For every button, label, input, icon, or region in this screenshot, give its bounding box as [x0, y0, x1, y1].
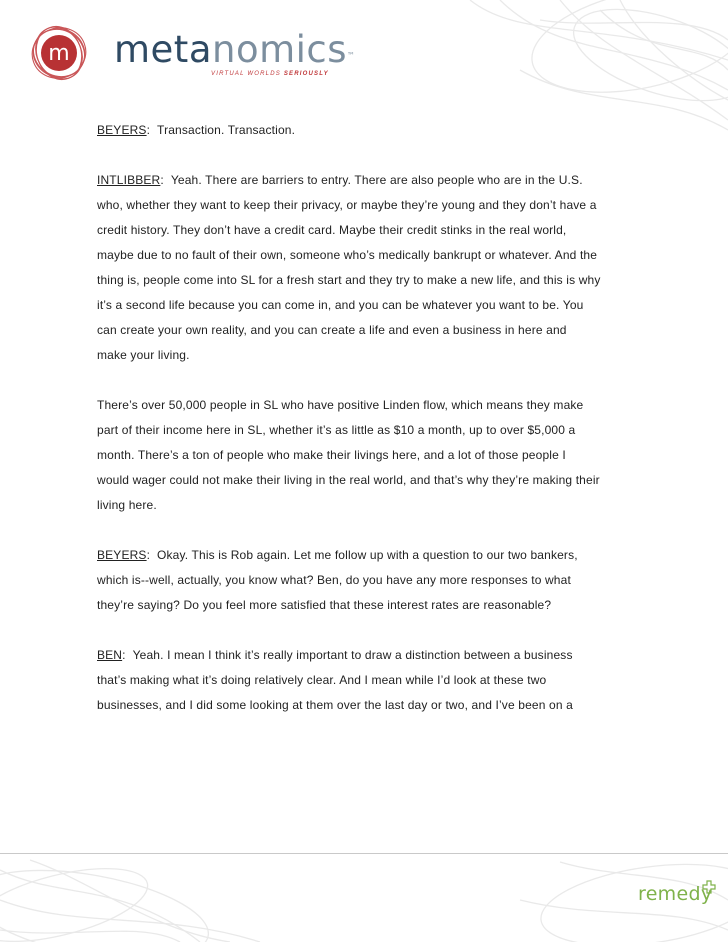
line-text: make your living. [97, 348, 190, 362]
line-text: it’s a second life because you can come in, and you can be whatever you want to be. You [97, 298, 584, 312]
tagline-bold: SERIOUSLY [283, 71, 329, 77]
tagline-light: VIRTUAL WORLDS [211, 71, 281, 77]
line-text: Transaction. Transaction. [157, 123, 296, 137]
line-text: There’s over 50,000 people in SL who have positive Linden flow, which means they make [97, 398, 584, 412]
transcript-line [97, 218, 657, 243]
remedy-plus-icon [702, 880, 716, 894]
trademark-symbol: ™ [347, 51, 356, 60]
line-text: they’re saying? Do you feel more satisfied that these interest rates are reasonable? [97, 598, 552, 612]
brand-secondary: nomics [212, 28, 348, 71]
line-text: month. There’s a ton of people who make their livings here, and a lot of those people I [97, 448, 566, 462]
transcript-line: INTLIBBER: Yeah. There are barriers to entry. There are also people who are in the U.S. [97, 173, 583, 187]
transcript-line [97, 243, 657, 268]
line-text: credit history. They don’t have a credit card. Maybe their credit stinks in the real world, [97, 223, 567, 237]
transcript-line: BEN: Yeah. I mean I think it’s really important to draw a distinction between a business [97, 648, 573, 662]
transcript-line [97, 693, 657, 718]
line-text: thing is, people come into SL for a fresh start and they try to make a new life, and this is why [97, 273, 601, 287]
line-text: would wager could not make their living in the real world, and that’s why they’re making their [97, 473, 600, 487]
line-text: Yeah. I mean I think it’s really important to draw a distinction between a business [132, 648, 573, 662]
transcript-line [97, 318, 657, 343]
transcript-line [97, 343, 657, 368]
speaker-name: BEYERS [97, 123, 147, 137]
transcript-line [97, 193, 657, 218]
speaker-name: BEN [97, 648, 123, 662]
document-header [22, 18, 722, 88]
line-text: that’s making what it’s doing relatively clear. And I mean while I’d look at these two [97, 673, 547, 687]
transcript-body [97, 118, 657, 743]
line-text: part of their income here in SL, whether it’s as little as $10 a month, up to over $5,000 a [97, 423, 576, 437]
svg-text:m: m [48, 41, 70, 66]
transcript-line: BEYERS: Okay. This is Rob again. Let me follow up with a question to our two bankers, [97, 548, 578, 562]
line-text: which is--well, actually, you know what? Ben, do you have any more responses to what [97, 573, 571, 587]
transcript-line [97, 568, 657, 593]
transcript-line [97, 493, 657, 518]
line-text: Okay. This is Rob again. Let me follow up with a question to our two bankers, [157, 548, 578, 562]
transcript-paragraph [97, 393, 657, 518]
brand-primary: meta [114, 28, 212, 71]
transcript-line [97, 468, 657, 493]
transcript-paragraph [97, 168, 657, 368]
remedy-logo [638, 880, 722, 910]
line-text: Yeah. There are barriers to entry. There are also people who are in the U.S. [170, 173, 583, 187]
footer-divider [0, 853, 728, 854]
transcript-paragraph [97, 118, 657, 143]
brand-wordmark [114, 30, 356, 70]
line-text: living here. [97, 498, 157, 512]
speaker-name: BEYERS [97, 548, 147, 562]
brand-tagline [211, 71, 329, 77]
metanomics-logo-icon [30, 24, 88, 82]
transcript-line [97, 293, 657, 318]
speaker-name: INTLIBBER [97, 173, 161, 187]
transcript-line [97, 418, 657, 443]
line-text: who, whether they want to keep their privacy, or maybe they’re young and they don’t have a [97, 198, 597, 212]
transcript-line [97, 268, 657, 293]
line-text: businesses, and I did some looking at them over the last day or two, and I’ve been on a [97, 698, 573, 712]
line-text: can create your own reality, and you can create a life and even a business in here and [97, 323, 567, 337]
transcript-line [97, 668, 657, 693]
remedy-wordmark: remedy [638, 883, 713, 905]
transcript-line [97, 593, 657, 618]
line-text: maybe due to no fault of their own, someone who’s medically bankrupt or whatever. And the [97, 248, 598, 262]
transcript-paragraph [97, 543, 657, 618]
transcript-line: BEYERS: Transaction. Transaction. [97, 123, 296, 137]
transcript-line [97, 443, 657, 468]
transcript-paragraph [97, 643, 657, 718]
transcript-line [97, 393, 657, 418]
